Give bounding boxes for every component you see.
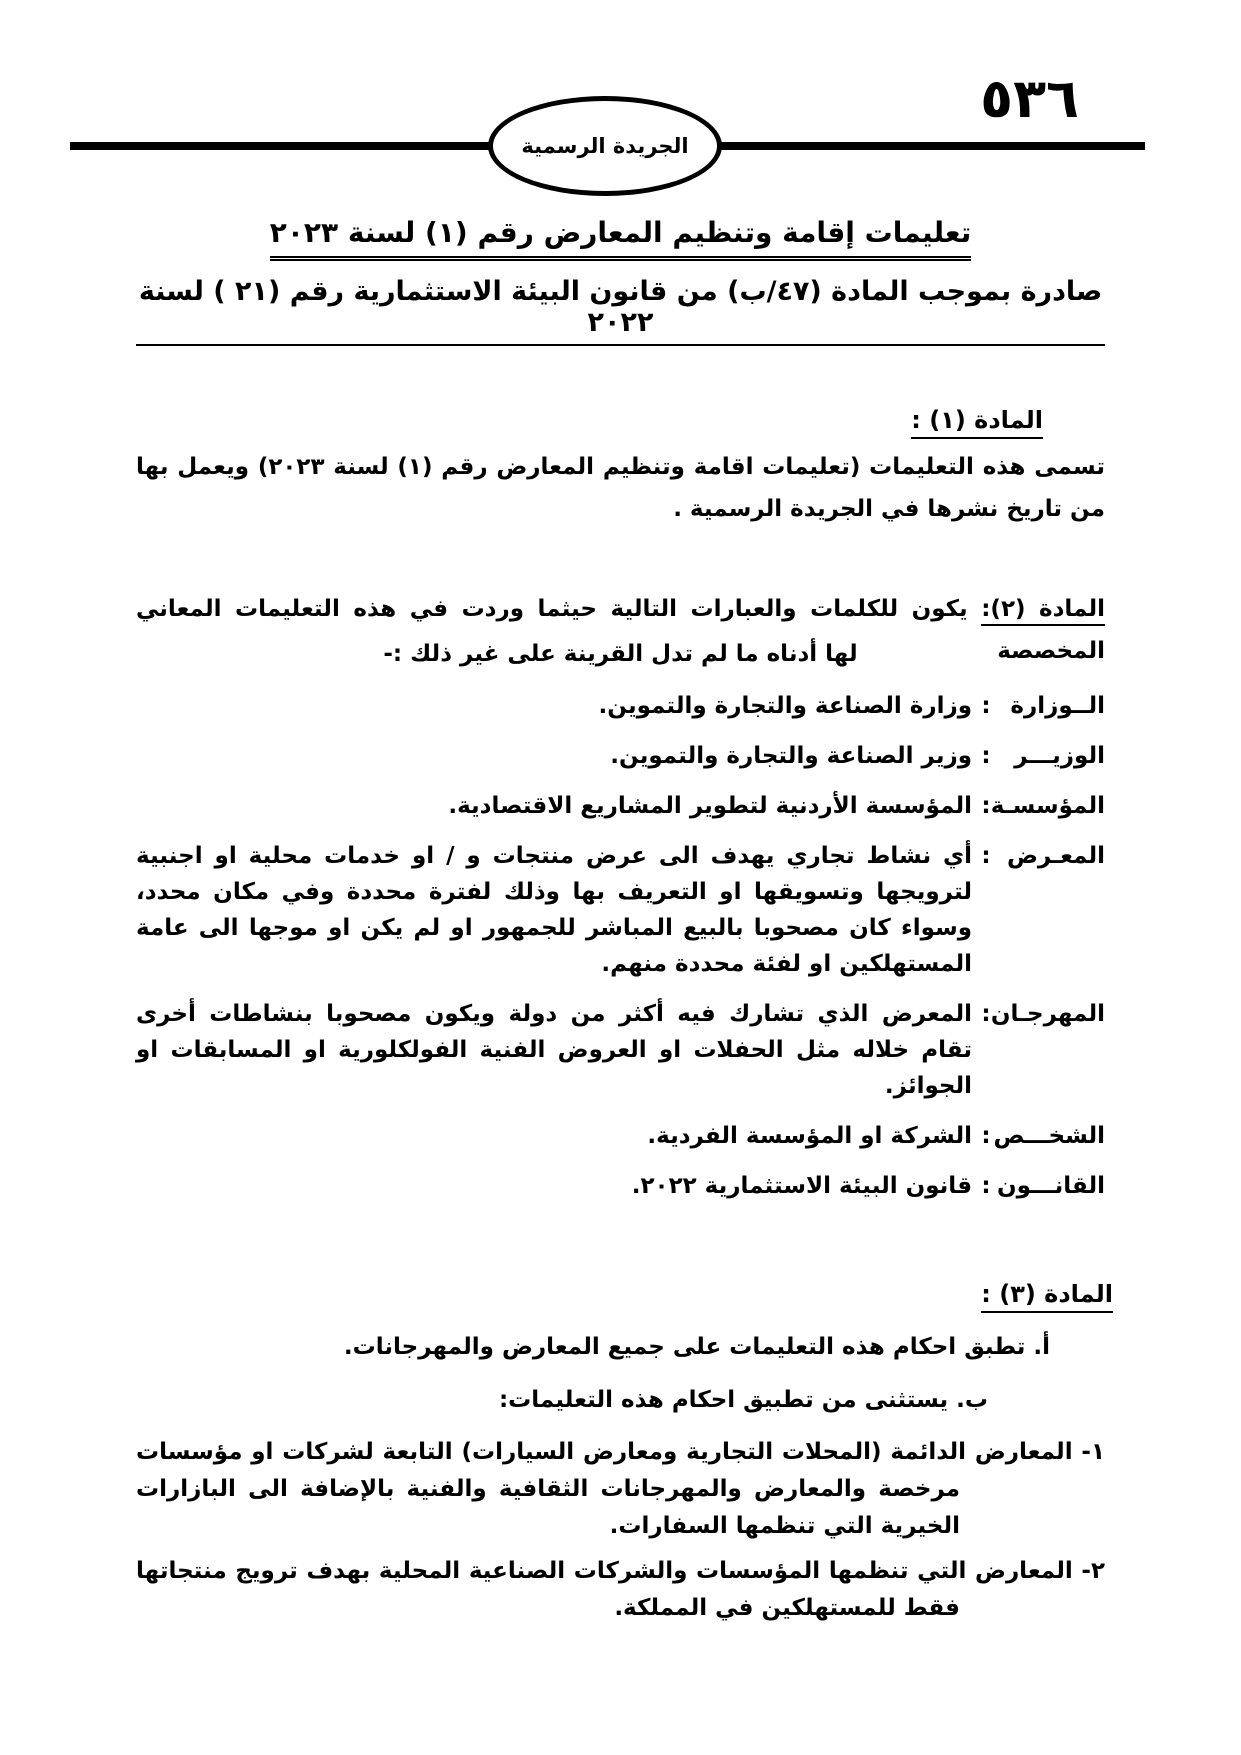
page-number: ٥٣٦	[980, 67, 1079, 130]
definition-text: وزير الصناعة والتجارة والتموين.	[610, 743, 972, 769]
definition-row	[136, 688, 1105, 724]
exception-item: ١- المعارض الدائمة (المحلات التجارية ومعارض السيارات) التابعة لشركات او مؤسسات مرخصة والمعارض والمهرجانات الثقافية والفنية بالإضافة الى البازارات الخيرية التي تنظمها السفارات.	[136, 1439, 1105, 1539]
definition-colon: :	[981, 743, 991, 769]
gazette-title: الجريدة الرسمية	[521, 134, 689, 158]
exception-item: ٢- المعارض التي تنظمها المؤسسات والشركات الصناعية المحلية بهدف ترويج منتجاتها فقط للمستهلكين في المملكة.	[136, 1558, 1105, 1621]
definitions-list	[136, 688, 1105, 1218]
article-2-intro-continuation: لها أدناه ما لم تدل القرينة على غير ذلك :-	[383, 641, 858, 667]
article-1-body: تسمى هذه التعليمات (تعليمات اقامة وتنظيم المعارض رقم (١) لسنة ٢٠٢٣) ويعمل بها من تاريخ نشرها في الجريدة الرسمية .	[136, 454, 1105, 522]
exceptions-list	[136, 1434, 1105, 1627]
definition-colon: :	[981, 793, 991, 819]
definition-term: المهرجـان	[990, 1001, 1105, 1027]
definition-colon: :	[981, 1123, 991, 1149]
definition-text: قانون البيئة الاستثمارية ٢٠٢٢.	[631, 1173, 972, 1199]
definition-term: المعـرض	[1006, 843, 1105, 869]
definition-colon: :	[981, 843, 991, 869]
definition-colon: :	[981, 693, 991, 719]
definition-row	[136, 788, 1105, 824]
article-3-item-a: أ. تطبق احكام هذه التعليمات على جميع المعارض والمهرجانات.	[343, 1334, 1050, 1360]
definition-row	[136, 738, 1105, 774]
definition-row	[136, 1118, 1105, 1154]
article-2-heading: المادة (٢):	[981, 596, 1105, 626]
definition-term: القانـــون	[997, 1173, 1105, 1199]
article-2-intro-text: يكون للكلمات والعبارات التالية حيثما وردت في هذه التعليمات المعاني المخصصة	[136, 596, 1105, 664]
definition-term: الشخـــص	[993, 1123, 1105, 1149]
definition-term: الــوزارة	[1010, 693, 1105, 719]
definition-term: الوزيـــر	[1014, 743, 1105, 769]
definition-text: وزارة الصناعة والتجارة والتموين.	[598, 693, 972, 719]
doc-title: تعليمات إقامة وتنظيم المعارض رقم (١) لسنة ٢٠٢٣	[136, 216, 1105, 261]
definition-text: المعرض الذي تشارك فيه أكثر من دولة ويكون مصحوبا بنشاطات أخرى تقام خلاله مثل الحفلات او العروض الفنية الفولكلورية او المسابقات او الجوائز.	[136, 1001, 972, 1099]
definition-row	[136, 1168, 1105, 1204]
article-3-heading: المادة (٣) :	[981, 1280, 1113, 1313]
article-3-item-b: ب. يستثنى من تطبيق احكام هذه التعليمات:	[498, 1387, 988, 1413]
definition-colon: :	[981, 1173, 991, 1199]
doc-subtitle: صادرة بموجب المادة (٤٧/ب) من قانون البيئة الاستثمارية رقم (٢١ ) لسنة ٢٠٢٢	[136, 276, 1105, 346]
definition-term: المؤسسـة	[990, 793, 1105, 819]
definition-row	[136, 838, 1105, 982]
definition-colon: :	[981, 1001, 991, 1027]
definition-text: الشركة او المؤسسة الفردية.	[647, 1123, 972, 1149]
gazette-seal	[488, 96, 722, 196]
article-1-heading: المادة (١) :	[911, 406, 1043, 439]
definition-text: أي نشاط تجاري يهدف الى عرض منتجات و / او خدمات محلية او اجنبية لترويجها وتسويقها او التعريف بها وذلك لفترة محددة وفي مكان محدد، وسواء كان مصحوبا بالبيع المباشر للجمهور او لم يكن او موجها الى عامة المستهلكين او لفئة محددة منهم.	[136, 843, 972, 977]
definition-row	[136, 996, 1105, 1104]
definition-text: المؤسسة الأردنية لتطوير المشاريع الاقتصادية.	[448, 793, 972, 819]
